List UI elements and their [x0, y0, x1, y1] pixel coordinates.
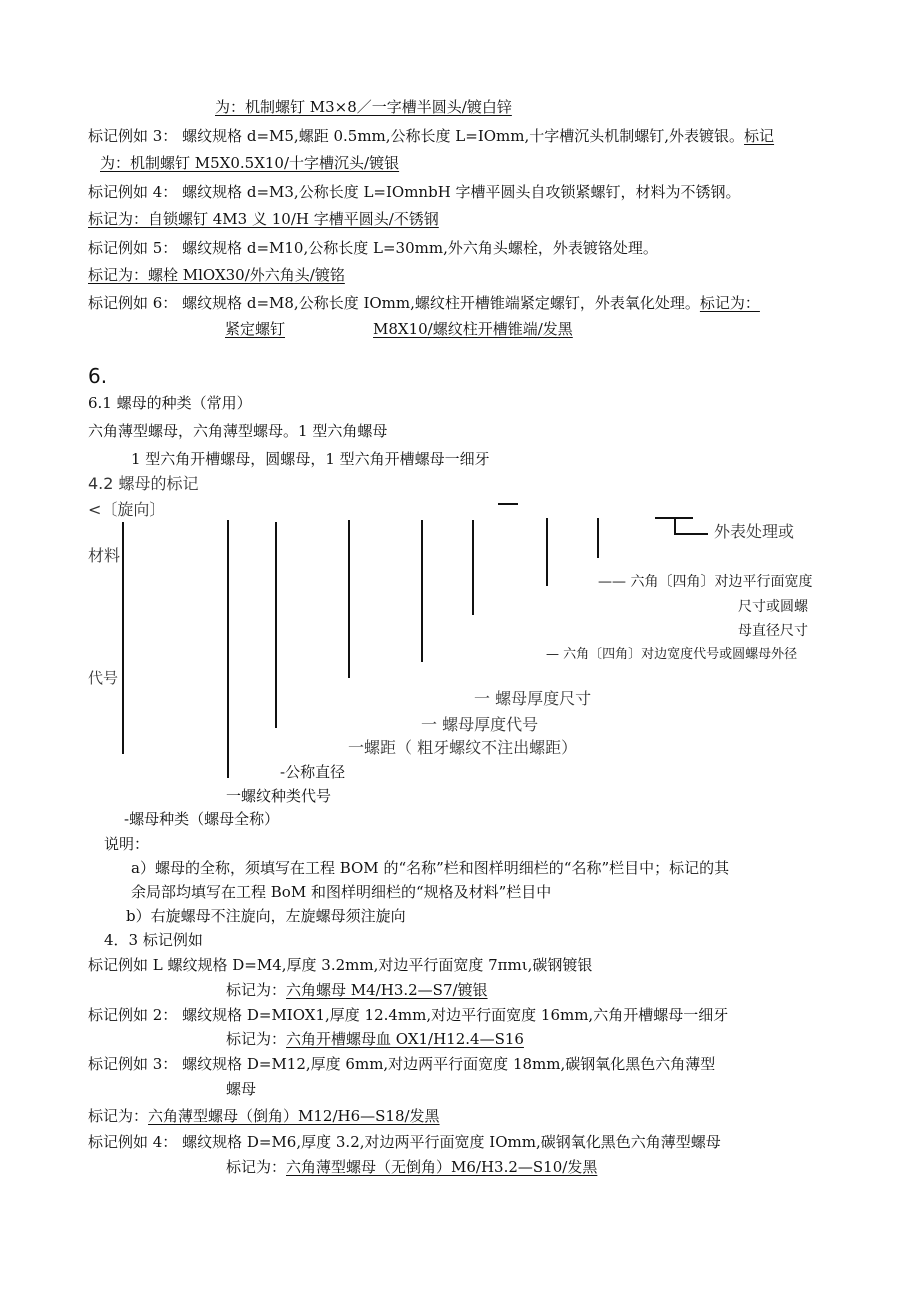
nut-example-4-code: 六角薄型螺母（无倒角）M6/H3.2—S10/发黑: [286, 1158, 598, 1176]
label-kind: -螺母种类（螺母全称）: [124, 810, 280, 828]
bracket-line-kind: [122, 522, 124, 754]
note-b: b）右旋螺母不注旋向，左旋螺母须注旋向: [126, 907, 406, 925]
mark-line-ex2: 为：机制螺钉 M3×8／一字槽半圆头/镀白锌: [215, 98, 512, 116]
nut-example-3: 标记例如 3： 螺纹规格 D=M12,厚度 6mm,对边两平行面宽度 18mm,碳钢氧化黑色六角薄型: [88, 1055, 716, 1073]
example-3-text: 标记例如 3： 螺纹规格 d=M5,螺距 0.5mm,公称长度 L=IOmm,十字槽沉头机制螺钉,外表镀银。: [88, 127, 745, 145]
section-number: 6.: [88, 364, 108, 388]
nut-example-1-mark: [226, 980, 488, 1000]
nut-example-3-label: 标记为：: [88, 1107, 149, 1125]
example-6-mark-name: 紧定螺钉: [225, 320, 286, 338]
bracket-line-thickness-code: [348, 520, 350, 678]
nut-example-1-label: 标记为：: [226, 981, 287, 999]
nut-example-2: 标记例如 2： 螺纹规格 D=MIOX1,厚度 12.4mm,对边平行面宽度 16mm,六角开槽螺母一细牙: [88, 1006, 729, 1024]
note-a-line-2: 余局部均填写在工程 BoM 和图样明细栏的“规格及材料”栏目中: [131, 883, 552, 901]
nut-example-3-code: 六角薄型螺母（倒角）M12/H6—S18/发黑: [148, 1107, 440, 1125]
nut-example-2-code: 六角开槽螺母血 OX1/H12.4—S16: [286, 1030, 524, 1048]
example-4-mark: 标记为：自锁螺钉 4M3 义 10/H 字槽平圆头/不锈钢: [88, 210, 439, 228]
bracket-dash-top: [498, 503, 518, 505]
nut-types-line-1: 六角薄型螺母，六角薄型螺母。1 型六角螺母: [88, 422, 388, 440]
bracket-line-hex-width: [546, 518, 548, 586]
label-rotation: <〔旋向〕: [88, 500, 166, 519]
label-material: 材料: [88, 546, 121, 565]
examples-title: 4．3 标记例如: [104, 931, 203, 949]
example-3: [88, 126, 774, 146]
bracket-surface-leader: [674, 533, 708, 535]
bracket-line-hex-code: [472, 520, 474, 615]
nut-example-4-mark: [226, 1157, 597, 1177]
example-5: 标记例如 5： 螺纹规格 d=M10,公称长度 L=30mm,外六角头螺栓，外表镀铬处理。: [88, 239, 658, 257]
label-hex-width: —— 六角〔四角〕对边平行面宽度: [598, 574, 813, 590]
nut-example-2-label: 标记为：: [226, 1030, 287, 1048]
label-hex-width-3: 母直径尺寸: [738, 623, 808, 639]
label-thickness: 一 螺母厚度尺寸: [474, 689, 592, 708]
label-surface: 外表处理或: [714, 522, 795, 541]
bracket-line-pitch: [275, 522, 277, 728]
label-hex-code: — 六角〔四角〕对边宽度代号或圆螺母外径: [546, 647, 798, 662]
example-5-mark: 标记为：螺栓 MlOX30/外六角头/镀铭: [88, 266, 345, 284]
nut-example-3-cont: 螺母: [226, 1080, 257, 1098]
label-pitch: 一螺距（ 粗牙螺纹不注出螺距）: [348, 738, 578, 757]
nut-example-4-label: 标记为：: [226, 1158, 287, 1176]
example-6-mark-spec: M8X10/螺纹柱开槽锥端/发黑: [373, 320, 573, 338]
nut-example-4: 标记例如 4： 螺纹规格 D=M6,厚度 3.2,对边两平行面宽度 IOmm,碳钢氧化黑色六角薄型螺母: [88, 1133, 721, 1151]
diagram-title: 4.2 螺母的标记: [88, 474, 199, 493]
bracket-surface-tick: [674, 517, 676, 534]
label-nominal: -公称直径: [280, 763, 346, 781]
nut-types-line-2: 1 型六角开槽螺母，圆螺母，1 型六角开槽螺母一细牙: [131, 450, 490, 468]
example-6-label: 标记为：: [699, 294, 760, 312]
label-hex-width-2: 尺寸或圆螺: [738, 599, 808, 615]
example-6: [88, 293, 760, 313]
bracket-line-surface: [597, 518, 599, 558]
note-a-line-1: a）螺母的全称，须填写在工程 BOM 的“名称”栏和图样明细栏的“名称”栏目中；标记的其: [131, 859, 730, 877]
notes-title: 说明：: [104, 835, 150, 853]
nut-example-1-code: 六角螺母 M4/H3.2—S7/镀银: [286, 981, 488, 999]
bracket-line-nominal: [227, 520, 229, 778]
label-thickness-code: 一 螺母厚度代号: [421, 715, 539, 734]
bracket-line-thickness: [421, 520, 423, 662]
example-6-text: 标记例如 6： 螺纹规格 d=M8,公称长度 IOmm,螺纹柱开槽锥端紧定螺钉，外表氧化处理。: [88, 294, 700, 312]
example-3-label: 标记: [744, 127, 775, 145]
example-6-mark: [225, 319, 573, 339]
nut-example-2-mark: [226, 1029, 524, 1049]
label-thread-code: 一螺纹种类代号: [226, 787, 332, 805]
nut-example-1: 标记例如 L 螺纹规格 D=M4,厚度 3.2mm,对边平行面宽度 7πmι,碳钢镀银: [88, 956, 593, 974]
example-4: 标记例如 4： 螺纹规格 d=M3,公称长度 L=IOmnbH 字槽平圆头自攻锁紧螺钉，材料为不锈钢。: [88, 183, 741, 201]
example-3-mark: 为：机制螺钉 M5X0.5X10/十字槽沉头/镀银: [100, 154, 400, 172]
section-6-1-title: 6.1 螺母的种类（常用）: [88, 394, 252, 412]
label-code: 代号: [88, 669, 119, 687]
nut-example-3-mark: [88, 1106, 440, 1126]
